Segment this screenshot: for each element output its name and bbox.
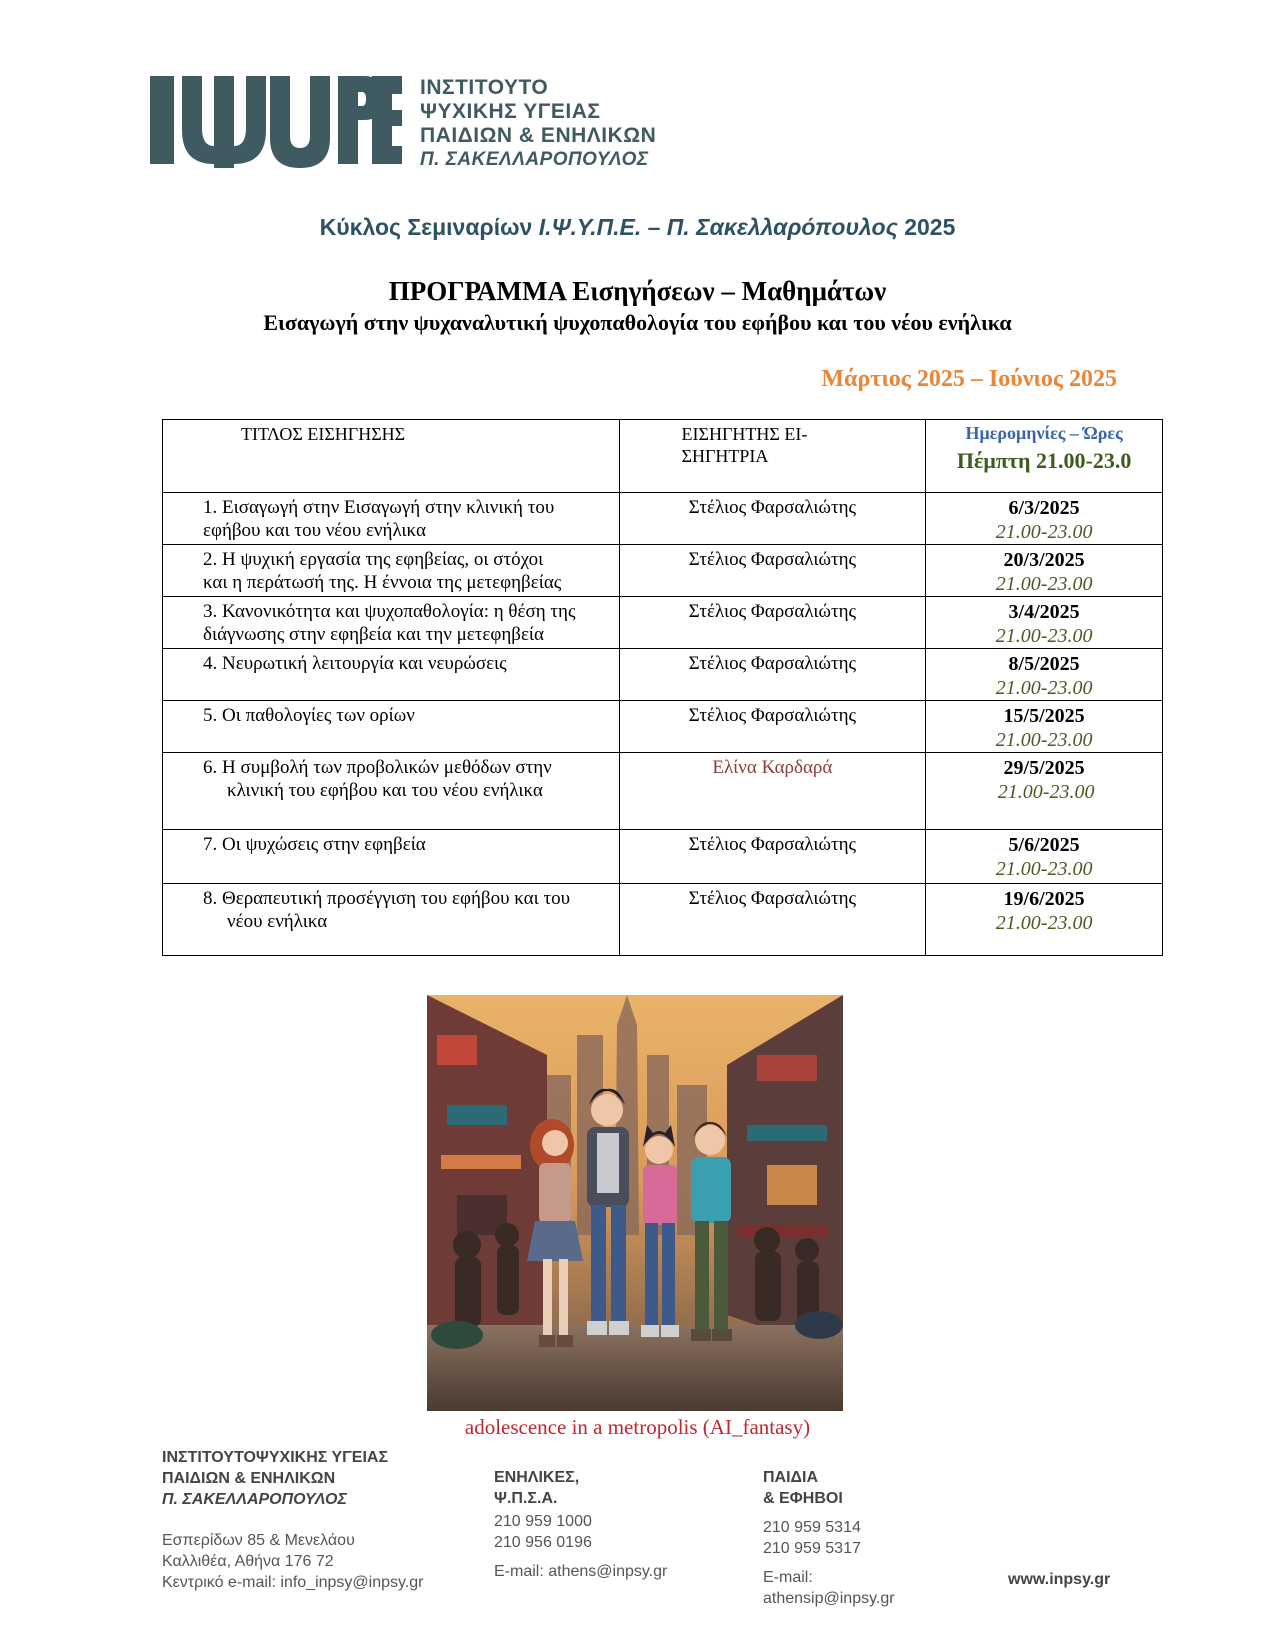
footer-institute-name-2: ΠΑΙΔΙΩΝ & ΕΝΗΛΙΚΩΝ bbox=[162, 1470, 336, 1487]
footer-main-email[interactable]: Κεντρικό e-mail: info_inpsy@inpsy.gr bbox=[162, 1574, 424, 1591]
table-row bbox=[163, 753, 1163, 830]
illustration-image bbox=[427, 995, 843, 1411]
institute-logo bbox=[150, 72, 670, 172]
lecture-date: 8/5/2025 bbox=[1008, 653, 1080, 675]
cycle-prefix: Κύκλος Σεμιναρίων bbox=[319, 214, 539, 240]
footer-address-1: Εσπερίδων 85 & Μενελάου bbox=[162, 1532, 355, 1549]
footer-children-email[interactable]: athensip@inpsy.gr bbox=[763, 1590, 895, 1607]
footer-website-link[interactable]: www.inpsy.gr bbox=[1008, 1571, 1111, 1588]
lecture-date: 19/6/2025 bbox=[1003, 888, 1085, 910]
lecture-title-line: νέου ενήλικα bbox=[227, 911, 328, 932]
lecture-date: 15/5/2025 bbox=[1003, 705, 1085, 727]
footer-adults-phone-2[interactable]: 210 956 0196 bbox=[494, 1534, 592, 1551]
lecture-title bbox=[163, 493, 620, 545]
table-header-row bbox=[163, 420, 1163, 493]
lecture-datetime bbox=[926, 701, 1163, 753]
lecture-title-line: 4. Νευρωτική λειτουργία και νευρώσεις bbox=[203, 653, 507, 674]
lecture-title-line: 2. Η ψυχική εργασία της εφηβείας, οι στόχοι bbox=[203, 549, 544, 570]
table-row bbox=[163, 884, 1163, 956]
footer-children-heading-2: & ΕΦΗΒΟΙ bbox=[763, 1490, 843, 1507]
lecture-datetime bbox=[926, 597, 1163, 649]
lecture-time: 21.00-23.00 bbox=[995, 858, 1093, 880]
lecture-time: 21.00-23.00 bbox=[995, 521, 1093, 543]
header-dates bbox=[926, 420, 1163, 493]
table-row bbox=[163, 545, 1163, 597]
lecture-datetime bbox=[926, 753, 1163, 830]
lecture-datetime bbox=[926, 493, 1163, 545]
speaker: Στέλιος Φαρσαλιώτης bbox=[619, 649, 926, 701]
speaker: Στέλιος Φαρσαλιώτης bbox=[619, 701, 926, 753]
table-row bbox=[163, 597, 1163, 649]
lecture-time: 21.00-23.00 bbox=[995, 729, 1093, 751]
footer-adults-heading-1: ΕΝΗΛΙΚΕΣ, bbox=[494, 1469, 580, 1486]
lecture-title-line: 5. Οι παθολογίες των ορίων bbox=[203, 705, 415, 726]
lecture-title-line: 7. Οι ψυχώσεις στην εφηβεία bbox=[203, 834, 426, 855]
lecture-title bbox=[163, 545, 620, 597]
header-dates-label: Ημερομηνίες – Ώρες bbox=[965, 423, 1123, 443]
lecture-date: 6/3/2025 bbox=[1008, 497, 1080, 519]
seminar-cycle-heading bbox=[0, 214, 1275, 241]
footer-children-phone-2[interactable]: 210 959 5317 bbox=[763, 1540, 861, 1557]
lecture-title-line: διάγνωσης στην εφηβεία και την μετεφηβεία bbox=[203, 624, 544, 645]
footer-adults-heading-2: Ψ.Π.Σ.Α. bbox=[494, 1490, 558, 1507]
lecture-title-line: 3. Κανονικότητα και ψυχοπαθολογία: η θέση της bbox=[203, 601, 576, 622]
city-teens-illustration-icon bbox=[427, 995, 843, 1411]
table-row bbox=[163, 493, 1163, 545]
lecture-date: 29/5/2025 bbox=[1003, 757, 1085, 779]
program-period: Μάρτιος 2025 – Ιούνιος 2025 bbox=[821, 366, 1117, 392]
lecture-date: 3/4/2025 bbox=[1008, 601, 1080, 623]
header-speaker-line-1: ΕΙΣΗΓΗΤΗΣ ΕΙ- bbox=[681, 424, 808, 444]
lecture-title-line: κλινική του εφήβου και του νέου ενήλικα bbox=[227, 780, 543, 801]
speaker: Στέλιος Φαρσαλιώτης bbox=[619, 884, 926, 956]
schedule-table bbox=[162, 419, 1163, 956]
footer-institute-name-1: ΙΝΣΤΙΤΟΥΤΟΨΥΧΙΚΗΣ ΥΓΕΙΑΣ bbox=[162, 1449, 389, 1466]
logo-line-4: Π. ΣΑΚΕΛΛΑΡΟΠΟΥΛΟΣ bbox=[420, 149, 649, 170]
footer-children-phone-1[interactable]: 210 959 5314 bbox=[763, 1519, 861, 1536]
speaker: Στέλιος Φαρσαλιώτης bbox=[619, 597, 926, 649]
lecture-time: 21.00-23.00 bbox=[995, 677, 1093, 699]
header-title: ΤΙΤΛΟΣ ΕΙΣΗΓΗΣΗΣ bbox=[163, 420, 620, 493]
program-title: ΠΡΟΓΡΑΜΜΑ Εισηγήσεων – Μαθημάτων bbox=[388, 276, 887, 306]
program-subtitle: Εισαγωγή στην ψυχαναλυτική ψυχοπαθολογία του εφήβου και του νέου ενήλικα bbox=[263, 310, 1012, 335]
lecture-datetime bbox=[926, 884, 1163, 956]
lecture-title-line: εφήβου και του νέου ενήλικα bbox=[203, 520, 426, 541]
lecture-title bbox=[163, 701, 620, 753]
lecture-title bbox=[163, 884, 620, 956]
speaker: Στέλιος Φαρσαλιώτης bbox=[619, 545, 926, 597]
lecture-datetime bbox=[926, 545, 1163, 597]
footer-institute bbox=[162, 1447, 424, 1593]
table-row bbox=[163, 649, 1163, 701]
logo-text bbox=[420, 76, 656, 172]
lecture-time: 21.00-23.00 bbox=[995, 625, 1093, 647]
lecture-title bbox=[163, 597, 620, 649]
header-speaker bbox=[619, 420, 926, 493]
footer-children-heading-1: ΠΑΙΔΙΑ bbox=[763, 1469, 819, 1486]
speaker: Ελίνα Καρδαρά bbox=[619, 753, 926, 830]
footer-institute-name-3: Π. ΣΑΚΕΛΛΑΡΟΠΟΥΛΟΣ bbox=[162, 1491, 347, 1508]
lecture-time: 21.00-23.00 bbox=[995, 573, 1093, 595]
lecture-time: 21.00-23.00 bbox=[995, 912, 1093, 934]
image-caption: adolescence in a metropolis (AI_fantasy) bbox=[464, 1415, 811, 1439]
logo-mark-icon bbox=[150, 72, 402, 168]
lecture-date: 20/3/2025 bbox=[1003, 549, 1085, 571]
lecture-title-line: 8. Θεραπευτική προσέγγιση του εφήβου και του bbox=[203, 888, 571, 909]
lecture-date: 5/6/2025 bbox=[1008, 834, 1080, 856]
footer-adults-phone-1[interactable]: 210 959 1000 bbox=[494, 1513, 592, 1530]
lecture-title bbox=[163, 753, 620, 830]
footer-address-2: Καλλιθέα, Αθήνα 176 72 bbox=[162, 1553, 334, 1570]
table-row bbox=[163, 830, 1163, 884]
cycle-org: Ι.Ψ.Υ.Π.Ε. – Π. Σακελλαρόπουλος bbox=[538, 214, 898, 240]
footer-adults bbox=[494, 1467, 667, 1582]
speaker: Στέλιος Φαρσαλιώτης bbox=[619, 493, 926, 545]
footer-children-email-label: E-mail: bbox=[763, 1569, 813, 1586]
logo-line-2: ΨΥΧΙΚΗΣ ΥΓΕΙΑΣ bbox=[420, 100, 601, 123]
logo-line-3: ΠΑΙΔΙΩΝ & ΕΝΗΛΙΚΩΝ bbox=[420, 124, 657, 147]
footer-adults-email[interactable]: E-mail: athens@inpsy.gr bbox=[494, 1563, 668, 1580]
lecture-title-line: 6. Η συμβολή των προβολικών μεθόδων στην bbox=[203, 757, 552, 778]
footer-children bbox=[763, 1467, 895, 1609]
table-row bbox=[163, 701, 1163, 753]
lecture-datetime bbox=[926, 649, 1163, 701]
speaker: Στέλιος Φαρσαλιώτης bbox=[619, 830, 926, 884]
lecture-datetime bbox=[926, 830, 1163, 884]
cycle-year: 2025 bbox=[897, 214, 956, 240]
lecture-title-line: και η περάτωσή της. Η έννοια της μετεφηβείας bbox=[203, 572, 562, 593]
lecture-time: 21.00-23.00 bbox=[997, 781, 1095, 803]
lecture-title bbox=[163, 649, 620, 701]
logo-line-1: ΙΝΣΤΙΤΟΥΤΟ bbox=[420, 76, 549, 99]
header-speaker-line-2: ΣΗΓΗΤΡΙΑ bbox=[681, 446, 769, 466]
lecture-title bbox=[163, 830, 620, 884]
header-day-label: Πέμπτη 21.00-23.0 bbox=[956, 448, 1132, 473]
lecture-title-line: 1. Εισαγωγή στην Εισαγωγή στην κλινική του bbox=[203, 497, 555, 518]
